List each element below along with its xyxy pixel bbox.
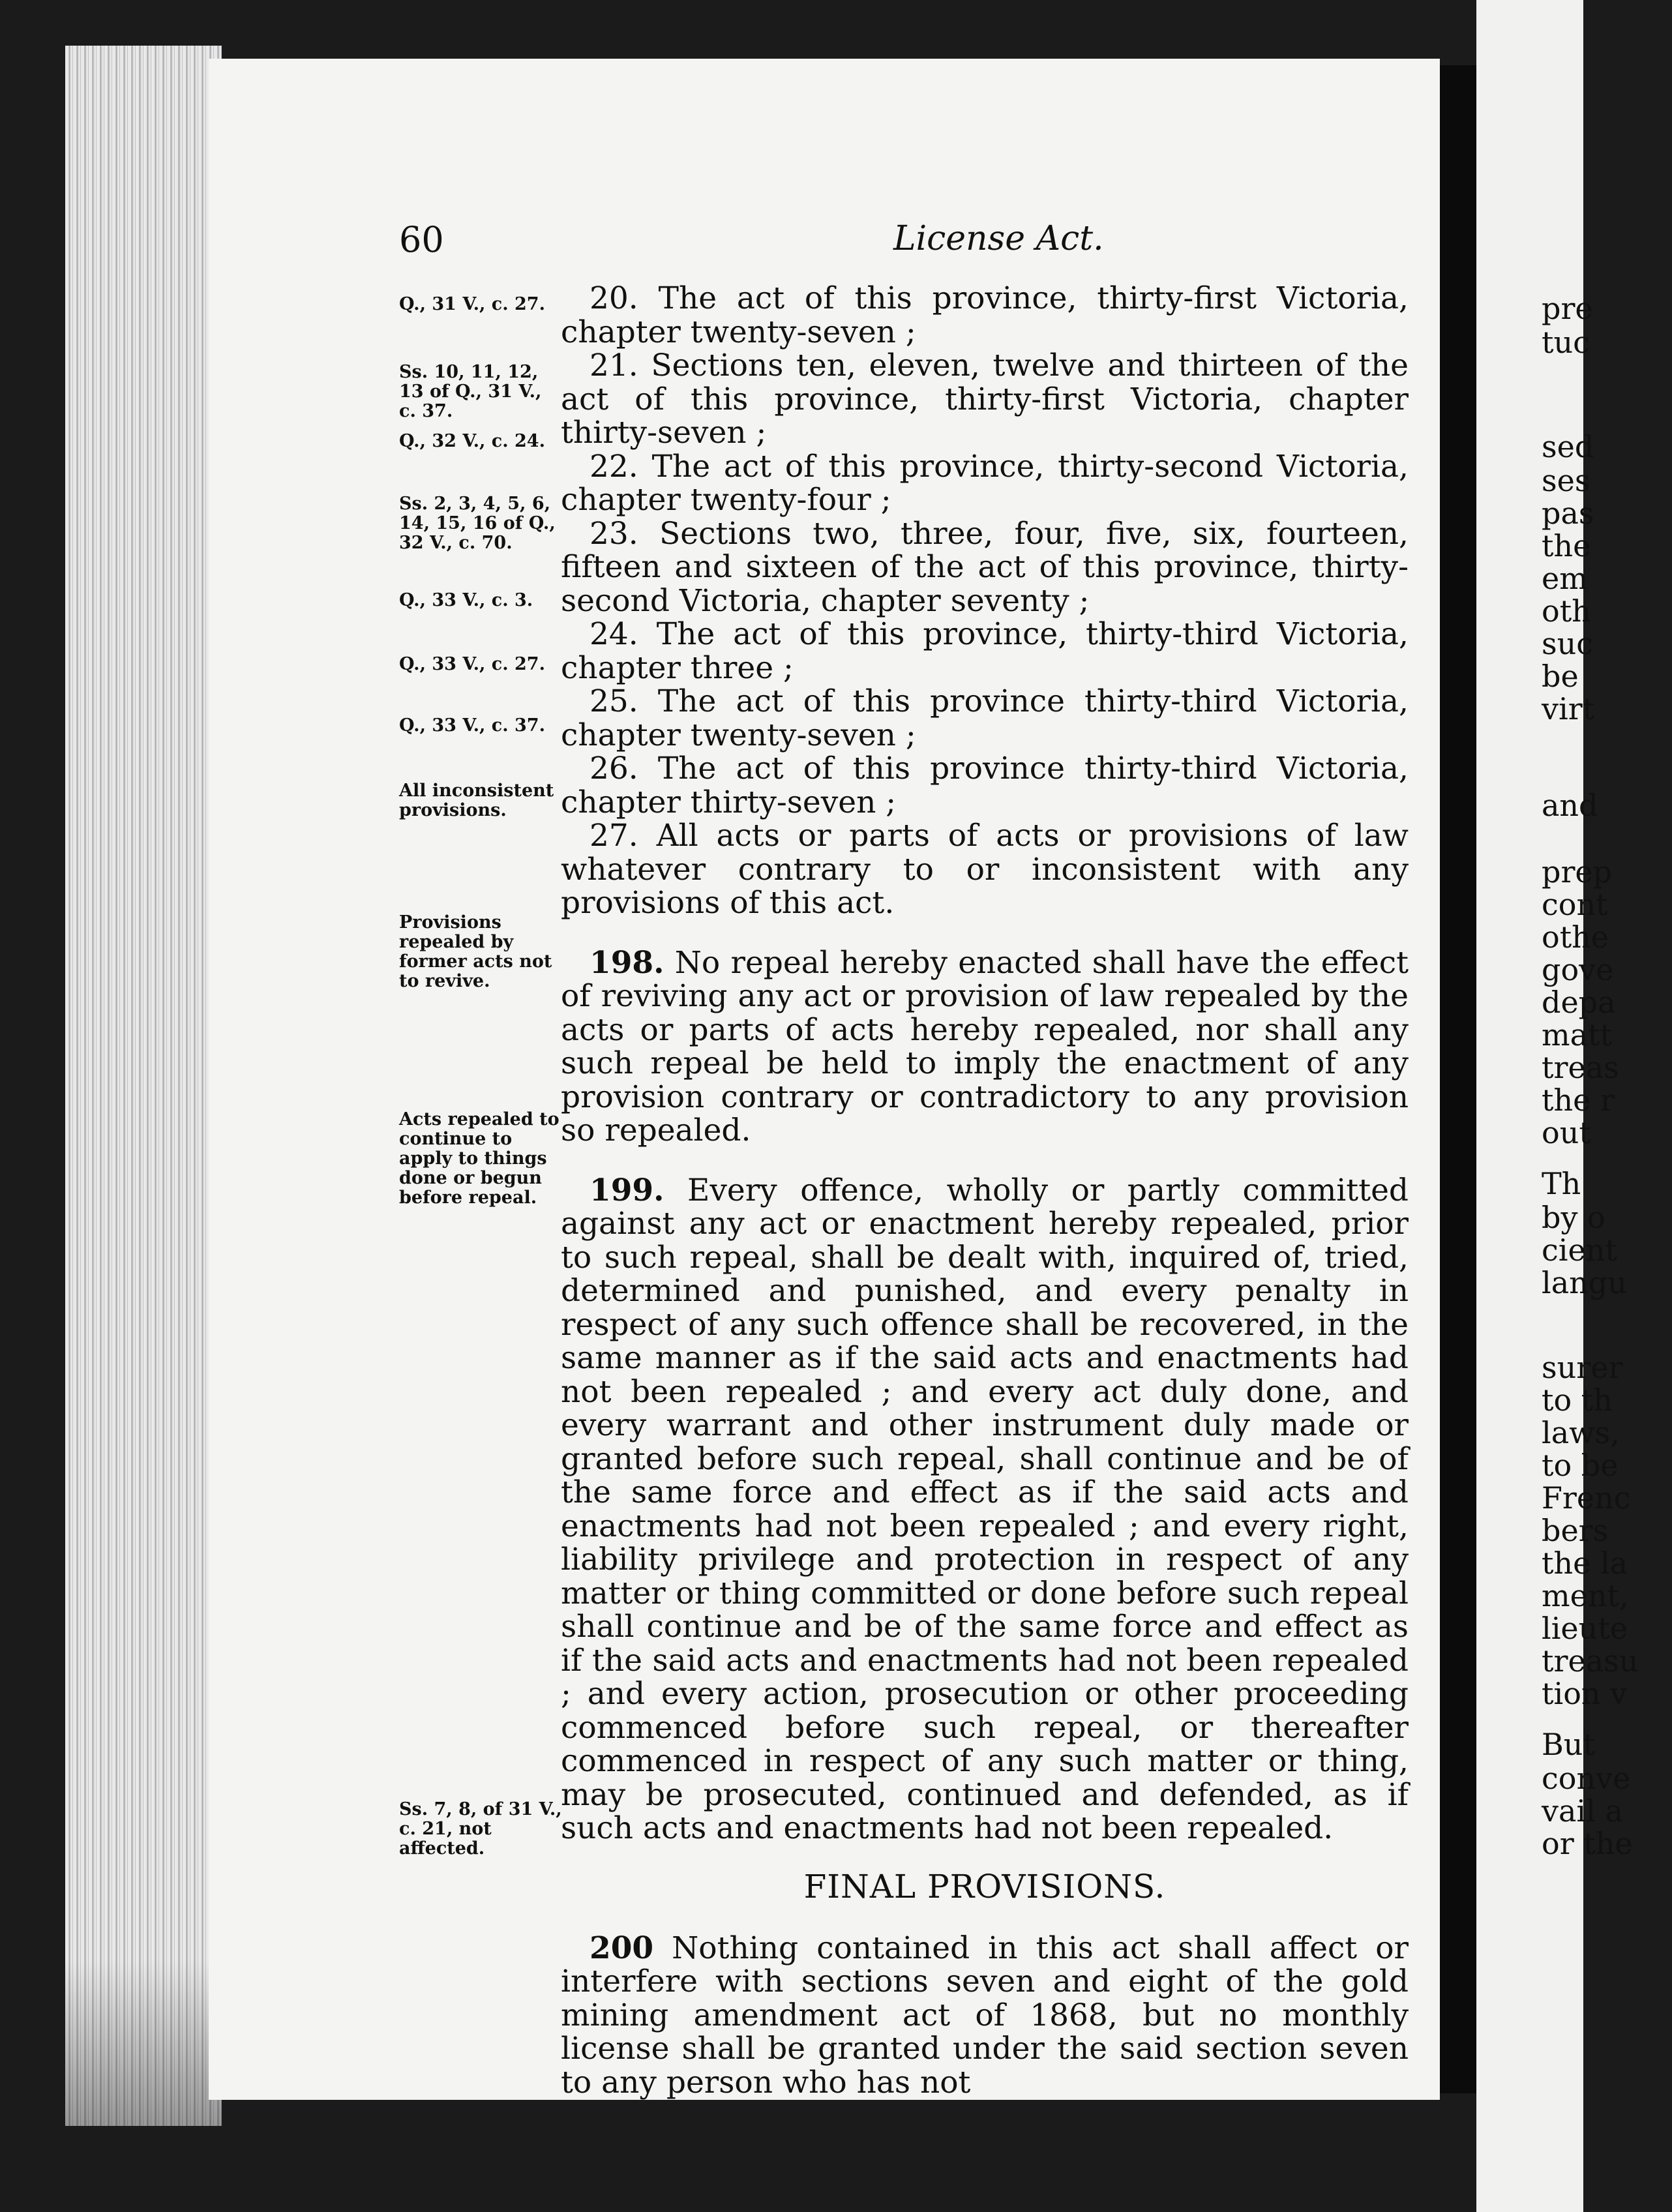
facing-page-word: the r	[1542, 1083, 1615, 1118]
sidenote: Q., 33 V., c. 3.	[399, 590, 533, 610]
facing-page-word: cient	[1542, 1233, 1617, 1268]
facing-page-word: to be	[1542, 1448, 1619, 1483]
facing-page-word: tion v	[1542, 1676, 1628, 1711]
sidenote: Q., 33 V., c. 37.	[399, 715, 545, 736]
facing-page-word: ses	[1542, 463, 1590, 498]
sidenote: All inconsistent provisions.	[399, 781, 554, 820]
facing-page-word: the	[1542, 528, 1591, 563]
facing-page-word: suc	[1542, 626, 1593, 661]
facing-page-word: be	[1542, 659, 1579, 694]
list-item: 26. The act of this province thirty-third Victoria, chapter thirty-seven ;	[561, 751, 1409, 820]
list-item: 23. Sections two, three, four, five, six, fourteen, fifteen and sixteen of the act of this province, thirty-second Victoria, chapter seventy ;	[561, 515, 1409, 619]
facing-page-word: lieute	[1542, 1611, 1628, 1646]
section-199: 199. Every offence, wholly or partly committed against any act or enactment hereby repealed, prior to such repeal, shall be dealt with, inquired of, tried, determined and punished, and every penalty in respect of any such offence shall be recovered, in the same manner as if the said acts and enactments had not been repealed ; and every act duly done, and every warrant and other instrument duly made or granted before such repeal, shall continue and be of the same force and effect as if the said acts and enactments had not been repealed ; and every right, liability privilege and protection in respect of any matter or thing committed or done before such repeal shall continue and be of the same force and effect as if the said acts and enactments had not been repealed ; and every action, prosecution or other proceeding commenced before such repeal, or thereafter commenced in respect of any such matter or thing, may be prosecuted, continued and defended, as if such acts and enactments had not been repealed.	[561, 1172, 1409, 1846]
facing-page-word: out	[1542, 1115, 1591, 1150]
section-200: 200 Nothing contained in this act shall affect or interfere with sections seven and eight of the gold mining amendment act of 1868, but no monthly license shall be granted under the said section seven to any person who has not	[561, 1930, 1409, 2100]
facing-page-word: em	[1542, 561, 1588, 596]
facing-page-word: langu	[1542, 1265, 1627, 1300]
list-item: 27. All acts or parts of acts or provisions of law whatever contrary to or inconsistent with any provisions of this act.	[561, 818, 1409, 921]
facing-page-word: virt	[1542, 691, 1595, 726]
facing-page-word: to th	[1542, 1382, 1613, 1418]
facing-page-word: matt	[1542, 1017, 1613, 1053]
book-gutter	[1440, 65, 1476, 2093]
facing-page-word: pre	[1542, 291, 1593, 326]
facing-page-word: Th	[1542, 1166, 1581, 1201]
facing-page-word: cont	[1542, 887, 1608, 922]
facing-page-word: ment,	[1542, 1578, 1629, 1613]
facing-page-word: But	[1542, 1727, 1595, 1762]
facing-page-word: pas	[1542, 496, 1594, 531]
list-item: 25. The act of this province thirty-third Victoria, chapter twenty-seven ;	[561, 683, 1409, 753]
facing-page-word: bers	[1542, 1513, 1609, 1548]
facing-page-word: by o	[1542, 1200, 1605, 1235]
facing-page-word: laws,	[1542, 1415, 1620, 1450]
list-item: 24. The act of this province, thirty-third Victoria, chapter three ;	[561, 616, 1409, 686]
main-text	[561, 282, 1409, 2099]
sidenote: Ss. 2, 3, 4, 5, 6, 14, 15, 16 of Q., 32 V., c. 70.	[399, 494, 556, 553]
running-title: License Act.	[893, 219, 1104, 258]
facing-page-word: gove	[1542, 952, 1614, 987]
sidenote: Q., 33 V., c. 27.	[399, 654, 545, 674]
facing-page-word: othe	[1542, 919, 1609, 955]
facing-page-word: surer	[1542, 1350, 1623, 1385]
sidenote: Q., 32 V., c. 24.	[399, 431, 545, 451]
final-provisions-heading: FINAL PROVISIONS.	[803, 1867, 1166, 1906]
facing-page-word: conve	[1542, 1761, 1631, 1796]
facing-page-word: treas	[1542, 1050, 1619, 1085]
facing-page-word: the la	[1542, 1546, 1628, 1581]
section-198: 198. No repeal hereby enacted shall have the effect of reviving any act or provision of law repealed by the acts or parts of acts hereby repealed, nor shall any such repeal be held to imply the enactment of any provision contrary or contradictory to any provision so repealed.	[561, 944, 1409, 1148]
facing-page-fragment	[1476, 0, 1639, 2212]
facing-page-word: tuc	[1542, 325, 1590, 360]
facing-page-word: vail a	[1542, 1793, 1623, 1829]
list-item: 20. The act of this province, thirty-first Victoria, chapter twenty-seven ;	[561, 280, 1409, 350]
facing-page-word: oth	[1542, 593, 1591, 629]
sidenote: Q., 31 V., c. 27.	[399, 294, 545, 314]
list-item: 21. Sections ten, eleven, twelve and thirteen of the act of this province, thirty-first Victoria, chapter thirty-seven ;	[561, 348, 1409, 451]
sidenote: Provisions repealed by former acts not to revive.	[399, 912, 552, 991]
facing-page-word: treasu	[1542, 1643, 1639, 1679]
facing-page-word: prep	[1542, 854, 1613, 889]
sidenote: Acts repealed to continue to apply to things done or begun before repeal.	[399, 1109, 560, 1208]
sidenote: Ss. 10, 11, 12, 13 of Q., 31 V., c. 37.	[399, 362, 542, 421]
facing-page-word: or the	[1542, 1826, 1633, 1861]
facing-page-word: and	[1542, 788, 1598, 823]
facing-page-word: sed	[1542, 429, 1594, 464]
list-item: 22. The act of this province, thirty-second Victoria, chapter twenty-four ;	[561, 448, 1409, 518]
sidenote: Ss. 7, 8, of 31 V., c. 21, not affected.	[399, 1799, 562, 1859]
page-number: 60	[399, 219, 444, 260]
facing-page-word: depa	[1542, 985, 1616, 1020]
book-page-edges	[65, 46, 222, 2126]
facing-page-word: Frenc	[1542, 1480, 1631, 1516]
